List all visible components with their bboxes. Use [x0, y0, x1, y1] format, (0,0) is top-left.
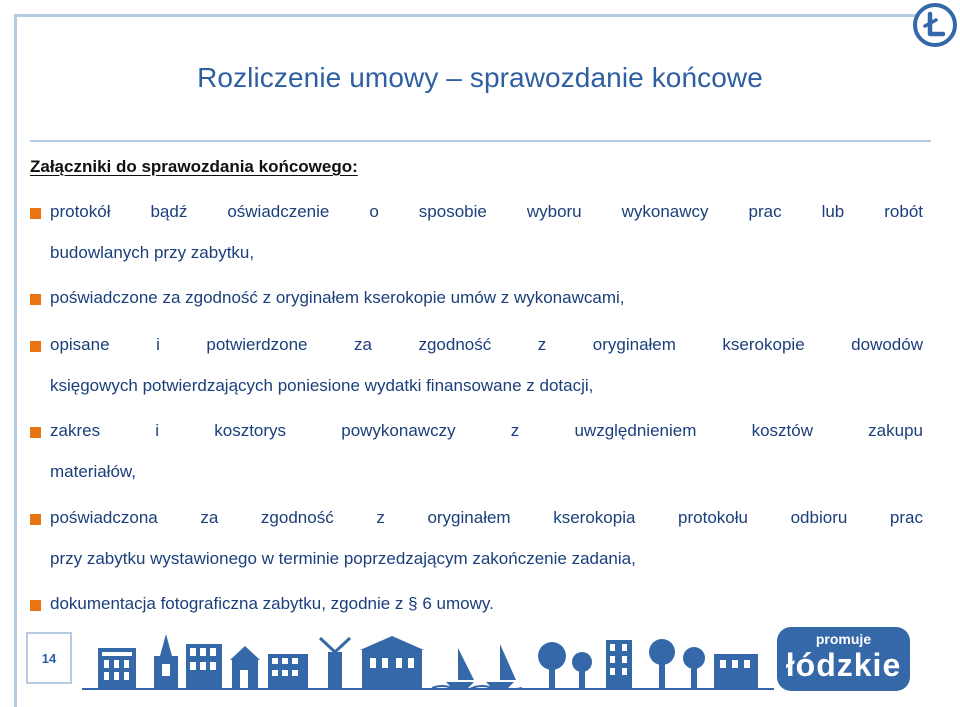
slide-title: Rozliczenie umowy – sprawozdanie końcowe [197, 62, 763, 93]
lodz-logo-icon [912, 2, 958, 48]
list-item-line: poświadczone za zgodność z oryginałem kserokopie umów z wykonawcami, [50, 288, 625, 307]
page-number: 14 [26, 632, 72, 684]
svg-text:Ł: Ł [912, 2, 913, 3]
list-item-line: poświadczona za zgodność z oryginałem kserokopia protokołu odbioru prac [50, 508, 923, 527]
promo-lodzkie-badge [777, 627, 910, 691]
city-skyline-illustration [82, 630, 774, 690]
list-item-line: materiałów, [50, 462, 136, 481]
list-item-line: przy zabytku wystawionego w terminie poprzedzającym zakończenie zadania, [50, 549, 636, 568]
list-item-line: protokół bądź oświadczenie o sposobie wyboru wykonawcy prac lub robót [50, 202, 923, 221]
list-item-line: księgowych potwierdzających poniesione wydatki finansowane z dotacji, [50, 376, 594, 395]
bullet-icon [30, 341, 41, 352]
title-divider [30, 140, 931, 142]
list-item-line: dokumentacja fotograficzna zabytku, zgodnie z § 6 umowy. [50, 594, 494, 613]
bullet-icon [30, 294, 41, 305]
bullet-icon [30, 600, 41, 611]
list-item-line: zakres i kosztorys powykonawczy z uwzględnieniem kosztów zakupu [50, 421, 923, 440]
list-item-line: budowlanych przy zabytku, [50, 243, 255, 262]
bullet-icon [30, 427, 41, 438]
bullet-icon [30, 208, 41, 219]
list-item-line: opisane i potwierdzone za zgodność z oryginałem kserokopie dowodów [50, 335, 923, 354]
section-heading: Załączniki do sprawozdania końcowego: [30, 157, 358, 176]
promo-big-text: łódzkie [785, 647, 902, 683]
promo-small-text: promuje [815, 631, 872, 647]
bullet-icon [30, 514, 41, 525]
